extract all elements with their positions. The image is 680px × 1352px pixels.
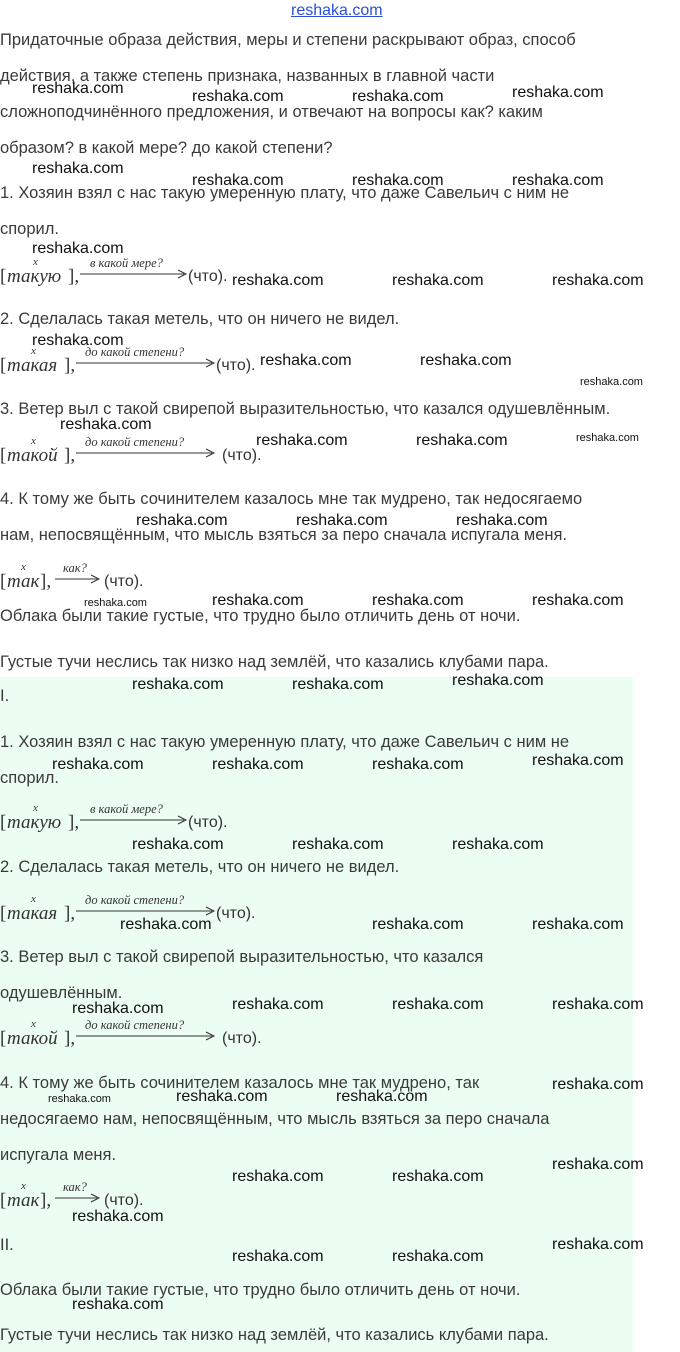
scheme-question: как? [63, 1180, 87, 1194]
sentence-line: Густые тучи неслись так низко над землёй, что казались клубами пара. [0, 1326, 549, 1344]
scheme-word: так [7, 1190, 40, 1211]
arrow-icon [80, 815, 190, 825]
watermark: reshaka.com [392, 1248, 484, 1265]
arrow-icon [76, 448, 218, 458]
scheme-tail: (что). [216, 357, 256, 374]
scheme-bracket: ], [40, 571, 52, 592]
scheme-bracket: [ [0, 355, 7, 376]
watermark: reshaka.com [48, 1093, 111, 1105]
scheme-question: до какой степени? [85, 435, 185, 449]
watermark: reshaka.com [416, 432, 508, 449]
watermark: reshaka.com [120, 916, 212, 933]
scheme-tail: (что). [188, 814, 228, 831]
sentence-line: 1. Хозяин взял с нас такую умеренную плату, что даже Савельич с ним не [0, 733, 570, 751]
watermark: reshaka.com [176, 1088, 268, 1105]
intro-line: образом? в какой мере? до какой степени? [0, 139, 333, 157]
watermark: reshaka.com [336, 1088, 428, 1105]
scheme-diagram [0, 435, 270, 475]
watermark: reshaka.com [192, 88, 284, 105]
scheme-question: до какой степени? [85, 1018, 185, 1032]
scheme-diagram [0, 256, 240, 296]
watermark: reshaka.com [552, 272, 644, 289]
watermark: reshaka.com [232, 272, 324, 289]
arrow-icon [76, 1031, 218, 1041]
arrow-icon [76, 358, 218, 368]
scheme-question: до какой степени? [85, 893, 185, 907]
watermark: reshaka.com [552, 1156, 644, 1173]
sentence-line: 2. Сделалась такая метель, что он ничего не видел. [0, 858, 400, 876]
watermark: reshaka.com [32, 332, 124, 349]
sentence-line: Облака были такие густые, что трудно было отличить день от ночи. [0, 607, 521, 625]
watermark: reshaka.com [392, 272, 484, 289]
watermark: reshaka.com [372, 916, 464, 933]
scheme-tail: (что). [222, 1030, 262, 1047]
scheme-var: x [21, 1180, 26, 1192]
scheme-bracket: ], [40, 1190, 52, 1211]
intro-line: Придаточные образа действия, меры и степени раскрывают образ, способ [0, 31, 576, 49]
scheme-diagram [0, 561, 160, 601]
watermark: reshaka.com [32, 80, 124, 97]
sentence-line: 3. Ветер выл с такой свирепой выразительностью, что казался одушевлённым. [0, 400, 611, 418]
scheme-var: x [33, 802, 38, 814]
watermark: reshaka.com [372, 756, 464, 773]
sentence-line: одушевлённым. [0, 984, 123, 1002]
scheme-word: такую [7, 812, 62, 833]
watermark: reshaka.com [452, 672, 544, 689]
scheme-bracket: [ [0, 1190, 7, 1211]
watermark: reshaka.com [552, 996, 644, 1013]
watermark: reshaka.com [72, 1208, 164, 1225]
watermark: reshaka.com [552, 1076, 644, 1093]
watermark: reshaka.com [352, 172, 444, 189]
scheme-var: x [33, 256, 38, 268]
watermark: reshaka.com [132, 676, 224, 693]
sentence-line: недосягаемо нам, непосвящённым, что мысль взяться за перо сначала [0, 1110, 550, 1128]
sentence-line: Облака были такие густые, что трудно было отличить день от ночи. [0, 1281, 521, 1299]
watermark: reshaka.com [580, 376, 643, 388]
scheme-var: x [31, 345, 36, 357]
scheme-var: x [31, 1018, 36, 1030]
watermark: reshaka.com [420, 352, 512, 369]
sentence-line: испугала меня. [0, 1146, 117, 1164]
watermark: reshaka.com [532, 916, 624, 933]
watermark: reshaka.com [232, 1248, 324, 1265]
sentence-line: 3. Ветер выл с такой свирепой выразительностью, что казался [0, 948, 484, 966]
scheme-word: так [7, 571, 40, 592]
scheme-question: до какой степени? [85, 345, 185, 359]
watermark: reshaka.com [392, 1168, 484, 1185]
watermark: reshaka.com [192, 172, 284, 189]
intro-line: сложноподчинённого предложения, и отвечают на вопросы как? каким [0, 103, 543, 121]
scheme-bracket: ], [64, 1028, 76, 1049]
watermark: reshaka.com [372, 592, 464, 609]
intro-line: действия, а также степень признака, названных в главной части [0, 67, 495, 85]
sentence-line: спорил. [0, 220, 59, 238]
scheme-bracket: ], [64, 445, 76, 466]
sentence-line: 1. Хозяин взял с нас такую умеренную плату, что даже Савельич с ним не [0, 184, 570, 202]
watermark: reshaka.com [452, 836, 544, 853]
watermark: reshaka.com [232, 996, 324, 1013]
scheme-tail: (что). [216, 905, 256, 922]
watermark: reshaka.com [32, 240, 124, 257]
scheme-diagram [0, 1018, 270, 1058]
scheme-var: x [31, 893, 36, 905]
section-numeral: I. [0, 687, 10, 705]
watermark: reshaka.com [576, 432, 639, 444]
arrow-icon [55, 574, 103, 584]
watermark: reshaka.com [60, 416, 152, 433]
scheme-tail: (что). [104, 573, 144, 590]
sentence-line: Густые тучи неслись так низко над землёй, что казались клубами пара. [0, 653, 549, 671]
watermark: reshaka.com [512, 172, 604, 189]
scheme-bracket: ], [68, 812, 80, 833]
scheme-bracket: ], [64, 355, 76, 376]
watermark: reshaka.com [32, 160, 124, 177]
scheme-var: x [21, 561, 26, 573]
watermark: reshaka.com [512, 84, 604, 101]
scheme-var: x [31, 435, 36, 447]
watermark: reshaka.com [132, 836, 224, 853]
scheme-word: такую [7, 266, 62, 287]
arrow-icon [76, 906, 218, 916]
sentence-line: 4. К тому же быть сочинителем казалось мне так мудрено, так недосягаемо [0, 490, 583, 508]
scheme-bracket: [ [0, 266, 7, 287]
watermark: reshaka.com [292, 676, 384, 693]
scheme-diagram [0, 345, 270, 385]
watermark: reshaka.com [532, 752, 624, 769]
scheme-tail: (что). [104, 1192, 144, 1209]
watermark: reshaka.com [352, 88, 444, 105]
section-numeral: II. [0, 1236, 14, 1254]
scheme-tail: (что). [188, 268, 228, 285]
sentence-line: 4. К тому же быть сочинителем казалось мне так мудрено, так [0, 1074, 480, 1092]
watermark: reshaka.com [212, 592, 304, 609]
scheme-word: такая [7, 903, 58, 924]
site-link[interactable]: reshaka.com [291, 2, 383, 19]
scheme-question: в какой мере? [90, 802, 163, 816]
scheme-word: такой [7, 1028, 58, 1049]
sentence-line: нам, непосвящённым, что мысль взяться за перо сначала испугала меня. [0, 526, 568, 544]
scheme-bracket: [ [0, 445, 7, 466]
sentence-line: спорил. [0, 769, 59, 787]
scheme-bracket: ], [68, 266, 80, 287]
watermark: reshaka.com [296, 512, 388, 529]
watermark: reshaka.com [72, 1000, 164, 1017]
watermark: reshaka.com [552, 1236, 644, 1253]
scheme-tail: (что). [222, 447, 262, 464]
watermark: reshaka.com [532, 592, 624, 609]
watermark: reshaka.com [292, 836, 384, 853]
watermark: reshaka.com [212, 756, 304, 773]
watermark: reshaka.com [72, 1296, 164, 1313]
scheme-bracket: [ [0, 812, 7, 833]
scheme-question: в какой мере? [90, 256, 163, 270]
watermark: reshaka.com [136, 512, 228, 529]
sentence-line: 2. Сделалась такая метель, что он ничего не видел. [0, 310, 400, 328]
arrow-icon [80, 269, 190, 279]
scheme-question: как? [63, 561, 87, 575]
watermark: reshaka.com [256, 432, 348, 449]
scheme-bracket: ], [64, 903, 76, 924]
arrow-icon [55, 1193, 103, 1203]
scheme-bracket: [ [0, 1028, 7, 1049]
watermark: reshaka.com [232, 1168, 324, 1185]
watermark: reshaka.com [84, 597, 147, 609]
watermark: reshaka.com [260, 352, 352, 369]
scheme-bracket: [ [0, 571, 7, 592]
watermark: reshaka.com [52, 756, 144, 773]
watermark: reshaka.com [392, 996, 484, 1013]
scheme-bracket: [ [0, 903, 7, 924]
watermark: reshaka.com [456, 512, 548, 529]
scheme-word: такой [7, 445, 58, 466]
scheme-word: такая [7, 355, 58, 376]
